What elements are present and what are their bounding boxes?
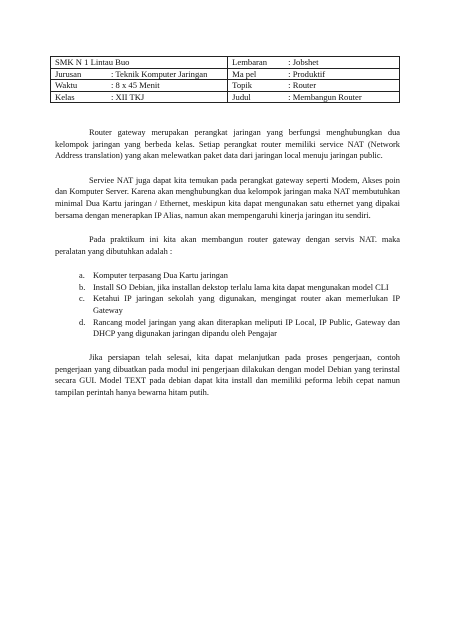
list-item-text: Install SO Debian, jika installan dekstop terlalu lama kita dapat mengunakan model CLI: [93, 282, 389, 292]
field-value: : Membangun Router: [288, 91, 362, 102]
list-item: [79, 293, 400, 316]
header-cell-right: [228, 80, 400, 92]
equipment-list: [55, 270, 400, 340]
list-marker: b.: [79, 282, 86, 292]
list-item-text: Rancang model jaringan yang akan diterapkan meliputi IP Local, IP Public, Gateway dan DHCP yang digunakan jaringan dipandu oleh Pengajar: [93, 317, 400, 339]
header-row: [51, 68, 400, 80]
list-marker: d.: [79, 317, 86, 327]
field-value: : Jobshet: [288, 57, 319, 68]
header-row: [51, 57, 400, 69]
header-table: [50, 56, 400, 103]
paragraph-next-steps: Jika persiapan telah selesai, kita dapat melanjutkan pada proses pengerjaan, contoh pengerjaan yang dibuatkan pada modul ini pengerjaan dilakukan dengan model Debian yang terinstal secara GUI. Model TEXT pada debian dapat kita install dan memiliki peforma lebih cepat namun tampilan perintah hanya bewarna hitam putih.: [55, 353, 400, 398]
field-label: Lembaran: [232, 57, 268, 68]
field-label: Jurusan: [55, 68, 82, 79]
list-marker: a.: [79, 270, 85, 280]
field-label: Kelas: [55, 91, 75, 102]
document-body: [55, 127, 400, 411]
field-value: : 8 x 45 Menit: [111, 80, 160, 91]
list-item: [79, 317, 400, 340]
paragraph-equipment-intro: Pada praktikum ini kita akan membangun router gateway dengan servis NAT. maka peralatan yang dibutuhkan adalah :: [55, 234, 400, 256]
field-label: Judul: [232, 91, 251, 102]
header-cell-right: [228, 91, 400, 103]
list-item-text: Komputer terpasang Dua Kartu jaringan: [93, 270, 228, 280]
header-cell-left: [51, 68, 228, 80]
paragraph-nat-service: Serviee NAT juga dapat kita temukan pada perangkat gateway seperti Modem, Akses poin dan Komputer Server. Karena akan menghubungkan dua kelompok jaringan maka NAT membutuhkan minimal Dua Kartu jaringan / Ethernet, meskipun kita dapat mengunakan satu ethernet yang dipakai bersama dengan menerapkan IP Alias, namun akan mempengaruhi kinerja jaringan itu sendiri.: [55, 175, 400, 220]
list-item: [79, 270, 400, 282]
field-value: : XII TKJ: [111, 91, 145, 102]
field-value: : Teknik Komputer Jaringan: [111, 68, 208, 79]
header-cell-left: [51, 80, 228, 92]
header-cell-right: [228, 68, 400, 80]
header-row: [51, 80, 400, 92]
field-label: Topik: [232, 80, 253, 91]
list-marker: c.: [79, 294, 85, 304]
paragraph-intro: Router gateway merupakan perangkat jaringan yang berfungsi menghubungkan dua kelompok jaringan yang berbeda kelas. Setiap perangkat router memiliki service NAT (Network Address translation) yang akan melewatkan paket data dari jaringan local menuju jaringan public.: [55, 128, 400, 161]
field-label: Waktu: [55, 80, 78, 91]
list-item: [79, 282, 400, 294]
header-cell-left: [51, 57, 228, 69]
field-label: Ma pel: [232, 68, 257, 79]
header-cell-right: [228, 57, 400, 69]
school-name: SMK N 1 Lintau Buo: [55, 57, 130, 68]
header-row: [51, 91, 400, 103]
field-value: : Router: [288, 80, 317, 91]
field-value: : Produktif: [288, 68, 326, 79]
header-cell-left: [51, 91, 228, 103]
list-item-text: Ketahui IP jaringan sekolah yang digunakan, mengingat router akan memerlukan IP Gateway: [93, 294, 400, 315]
